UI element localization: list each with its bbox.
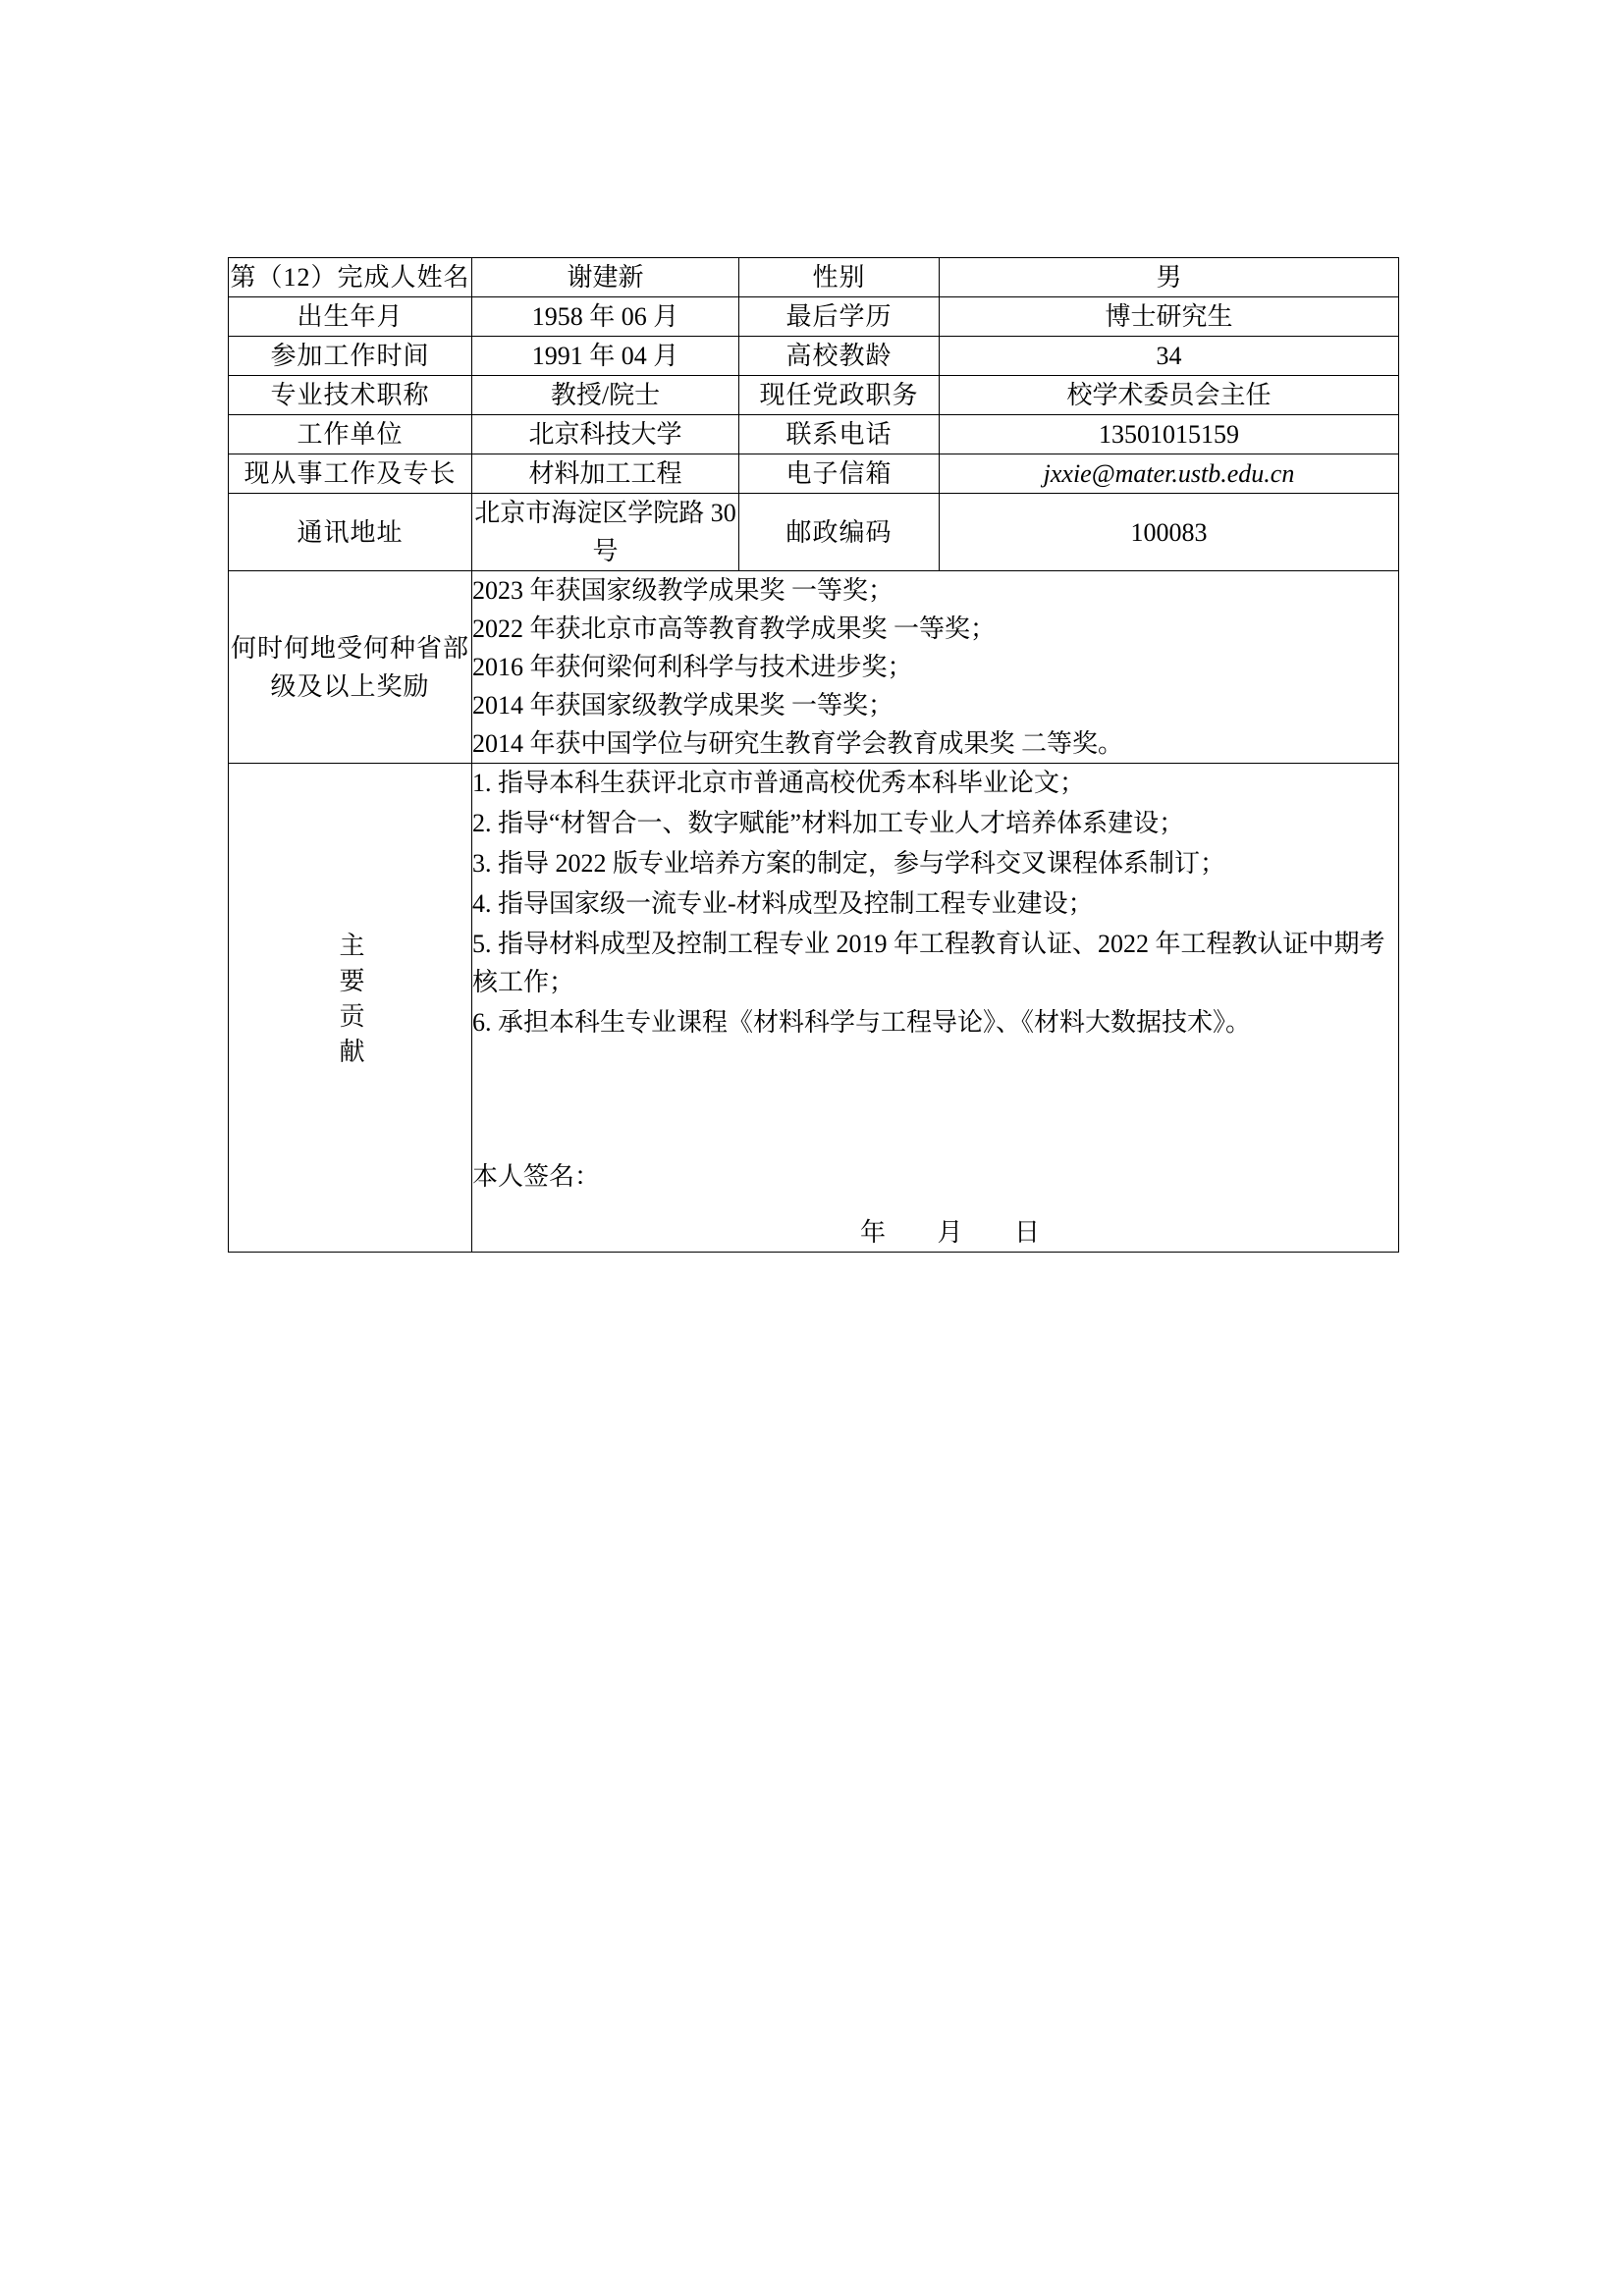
table-row: [229, 454, 1399, 494]
label-professional-title: 专业技术职称: [229, 376, 472, 415]
label-specialty: 现从事工作及专长: [229, 454, 472, 494]
label-employer: 工作单位: [229, 415, 472, 454]
award-line: 2014 年获国家级教学成果奖 一等奖；: [472, 691, 894, 720]
label-postcode: 邮政编码: [739, 494, 940, 571]
date-year-label: 年: [860, 1218, 889, 1247]
contribution-item: 4. 指导国家级一流专业-材料成型及控制工程专业建设；: [472, 889, 1094, 918]
value-specialty: 材料加工工程: [472, 454, 739, 494]
label-phone: 联系电话: [739, 415, 940, 454]
label-main-contribution: [229, 764, 472, 1253]
label-awards: 何时何地受何种省部级及以上奖励: [229, 571, 472, 764]
value-phone: 13501015159: [940, 415, 1399, 454]
value-party-position: 校学术委员会主任: [940, 376, 1399, 415]
signature-label: 本人签名：: [472, 1162, 601, 1191]
contribution-item: 6. 承担本科生专业课程《材料科学与工程导论》、《材料大数据技术》。: [472, 1008, 1252, 1037]
value-completer-name: 谢建新: [472, 258, 739, 297]
value-birth-date: 1958 年 06 月: [472, 297, 739, 337]
value-main-contribution: [472, 764, 1399, 1253]
table-row: [229, 376, 1399, 415]
award-line: 2023 年获国家级教学成果奖 一等奖；: [472, 576, 894, 605]
contribution-item: 2. 指导“材智合一、数字赋能”材料加工专业人才培养体系建设；: [472, 809, 1185, 837]
table-row: [229, 415, 1399, 454]
label-email: 电子信箱: [739, 454, 940, 494]
award-line: 2014 年获中国学位与研究生教育学会教育成果奖 二等奖。: [472, 729, 1124, 758]
table-row: [229, 297, 1399, 337]
contribution-item: 1. 指导本科生获评北京市普通高校优秀本科毕业论文；: [472, 769, 1086, 797]
value-postcode: 100083: [940, 494, 1399, 571]
table-row: [229, 337, 1399, 376]
table-row: [229, 258, 1399, 297]
achievement-form: [228, 257, 1398, 1253]
contribution-item: 5. 指导材料成型及控制工程专业 2019 年工程教育认证、2022 年工程教认证中期考核工作；: [472, 930, 1385, 996]
label-birth-date: 出生年月: [229, 297, 472, 337]
table-row-contribution: [229, 764, 1399, 1253]
date-day-label: 日: [1014, 1218, 1043, 1247]
label-work-start: 参加工作时间: [229, 337, 472, 376]
value-gender: 男: [940, 258, 1399, 297]
value-professional-title: 教授/院士: [472, 376, 739, 415]
value-awards: [472, 571, 1399, 764]
label-teaching-years: 高校教龄: [739, 337, 940, 376]
value-work-start: 1991 年 04 月: [472, 337, 739, 376]
signature-date-row: [472, 1213, 1398, 1252]
value-email: jxxie@mater.ustb.edu.cn: [940, 454, 1399, 494]
table-row: [229, 494, 1399, 571]
value-address: 北京市海淀区学院路 30 号: [472, 494, 739, 571]
value-teaching-years: 34: [940, 337, 1399, 376]
award-line: 2016 年获何梁何利科学与技术进步奖；: [472, 653, 913, 681]
label-main-contribution-text: 主要贡献: [336, 932, 364, 1073]
table-row-awards: [229, 571, 1399, 764]
date-month-label: 月: [937, 1218, 965, 1247]
label-party-position: 现任党政职务: [739, 376, 940, 415]
label-address: 通讯地址: [229, 494, 472, 571]
value-employer: 北京科技大学: [472, 415, 739, 454]
value-education: 博士研究生: [940, 297, 1399, 337]
award-line: 2022 年获北京市高等教育教学成果奖 一等奖；: [472, 614, 997, 643]
contribution-item: 3. 指导 2022 版专业培养方案的制定，参与学科交叉课程体系制订；: [472, 849, 1226, 878]
label-gender: 性别: [739, 258, 940, 297]
form-table: [228, 257, 1399, 1253]
label-completer-name: 第（12）完成人姓名: [229, 258, 472, 297]
label-education: 最后学历: [739, 297, 940, 337]
